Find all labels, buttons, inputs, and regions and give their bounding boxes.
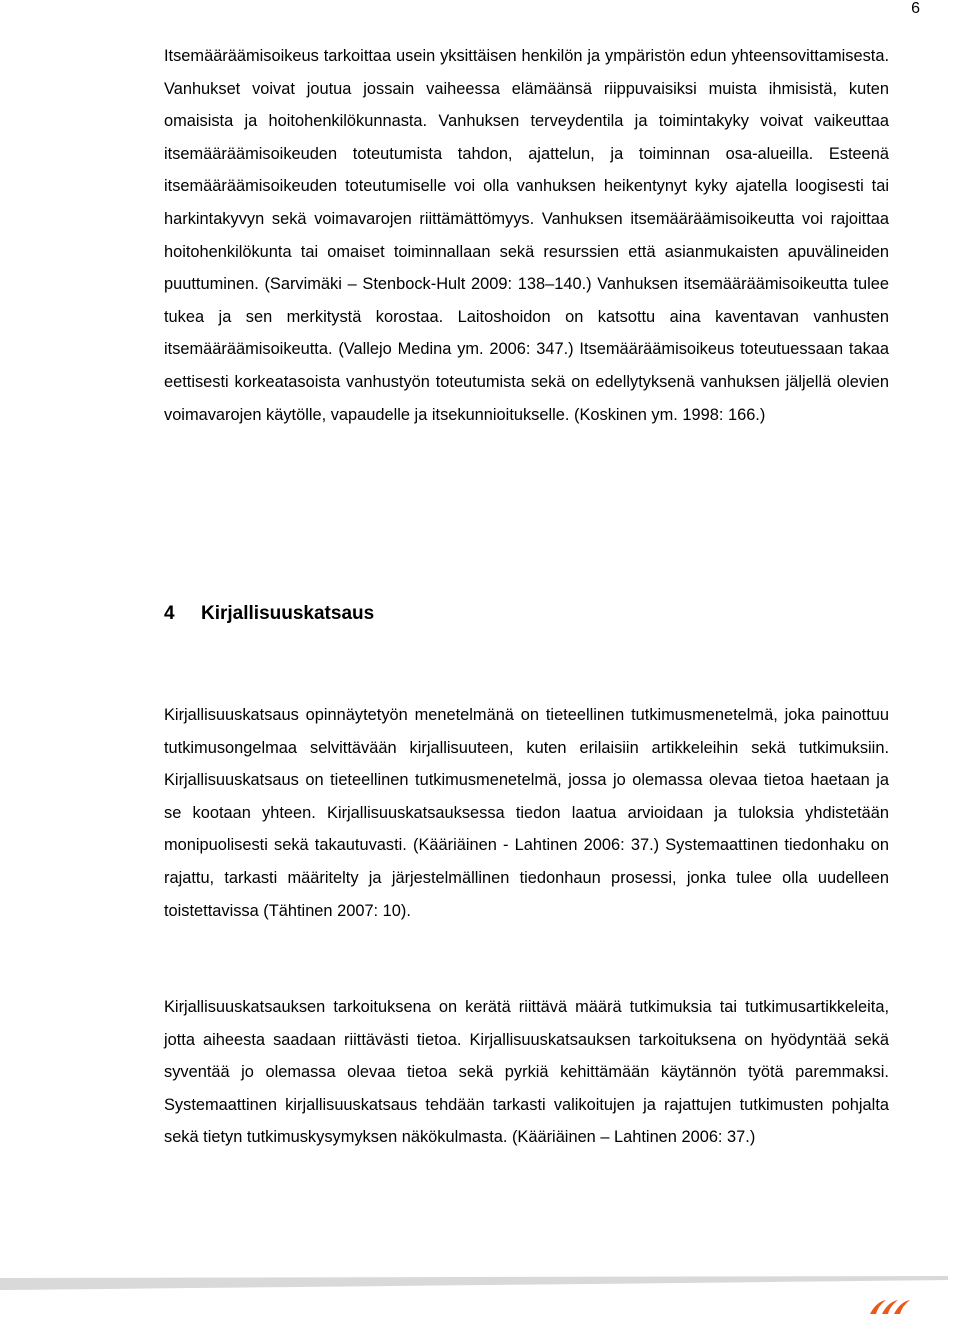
intro-section <box>164 40 889 431</box>
heading-number: 4 <box>164 603 175 624</box>
orange-logo-icon <box>868 1296 910 1316</box>
body-paragraph-3: Kirjallisuuskatsauksen tarkoituksena on kerätä riittävä määrä tutkimuksia tai tutkimusartikkeleita, jotta aiheesta saadaan riittävästi tietoa. Kirjallisuuskatsauksen tarkoituksena on hyödyntää sekä syventää jo olemassa olevaa tietoa sekä pyrkiä kehittämään käytännön työtä paremmaksi. Systemaattinen kirjallisuuskatsaus tehdään tarkasti valikoitujen ja rajattujen tutkimusten pohjalta sekä tietyn tutkimuskysymyksen näkökulmasta. (Kääriäinen – Lahtinen 2006: 37.) <box>164 998 889 1147</box>
page-number: 6 <box>911 0 920 17</box>
intro-paragraph: Itsemääräämisoikeus tarkoittaa usein yksittäisen henkilön ja ympäristön edun yhteensovittamisesta. Vanhukset voivat joutua jossain vaiheessa elämäänsä riippuvaisiksi muista ihmisistä, kuten omaisista ja hoitohenkilökunnasta. Vanhuksen terveydentila ja toimintakyky voivat vaikeuttaa itsemääräämisoikeuden toteutumista tahdon, ajattelun, ja toiminnan osa-alueilla. Esteenä itsemääräämisoikeuden toteutumiselle voi olla vanhuksen heikentynyt kyky ajatella loogisesti tai harkintakyvyn sekä voimavarojen riittämättömyys. Vanhuksen itsemääräämisoikeutta voi rajoittaa hoitohenkilökunta tai omaiset toiminnallaan sekä resurssien että asianmukaisten apuvälineiden puuttuminen. (Sarvimäki – Stenbock-Hult 2009: 138–140.) Vanhuksen itsemääräämisoikeutta tulee tukea ja sen merkitystä korostaa. Laitoshoidon on katsottu aina kaventavan vanhusten itsemääräämisoikeutta. (Vallejo Medina ym. 2006: 347.) Itsemääräämisoikeus toteutuessaan takaa eettisesti korkeatasoista vanhustyön toteutumista sekä on edellytyksenä vanhuksen jäljellä olevien voimavarojen käytölle, vapaudelle ja itsekunnioitukselle. (Koskinen ym. 1998: 166.) <box>164 47 889 424</box>
heading-title: Kirjallisuuskatsaus <box>201 603 375 624</box>
body-paragraph-2: Kirjallisuuskatsaus opinnäytetyön menetelmänä on tieteellinen tutkimusmenetelmä, joka painottuu tutkimusongelmaa selvittävään kirjallisuuteen, kuten erilaisiin artikkeleihin sekä tutkimuksiin. Kirjallisuuskatsaus on tieteellinen tutkimusmenetelmä, jossa jo olemassa olevaa tietoa haetaan ja se kootaan yhteen. Kirjallisuuskatsauksessa tiedon laatua arvioidaan ja tuloksia yhdistetään monipuolisesti sekä takautuvasti. (Kääriäinen - Lahtinen 2006: 37.) Systemaattinen tiedonhaku on rajattu, tarkasti määritelty ja järjestelmällinen tiedonhaun prosessi, jonka tulee olla uudelleen toistettavissa (Tähtinen 2007: 10). <box>164 706 889 920</box>
footer-rule <box>0 1276 948 1290</box>
section-heading <box>164 600 374 628</box>
